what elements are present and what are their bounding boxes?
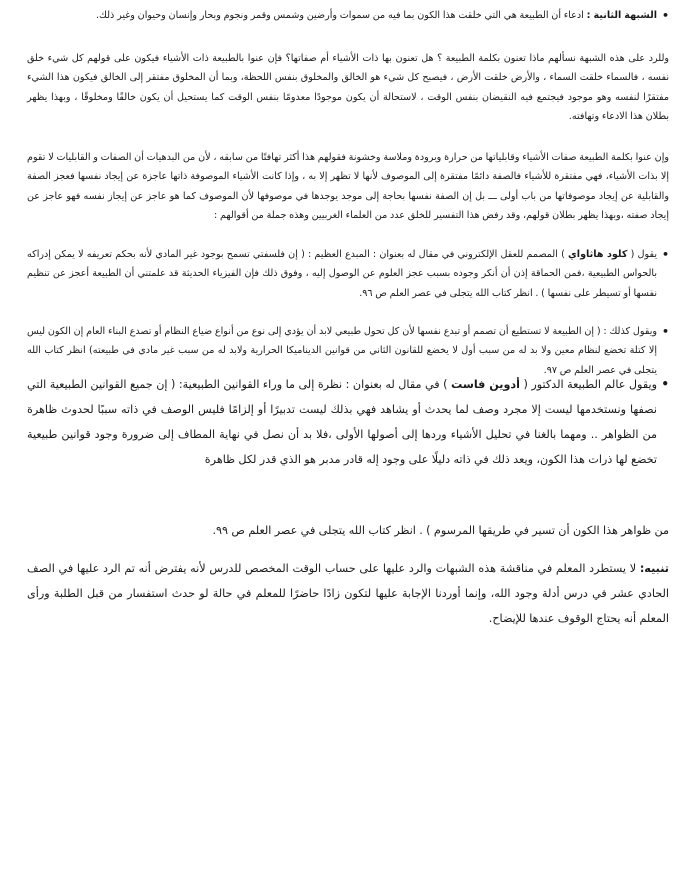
edwin-quote-paragraph (27, 372, 657, 472)
edwin-quote-intro: ويقول عالم الطبيعة الدكتور ( (523, 378, 657, 391)
attributes-block (27, 148, 669, 226)
attributes-paragraph: وإن عنوا بكلمة الطبيعة صفات الأشياء وقابلياتها من حرارة وبرودة وملاسة وخشونة فقولهم هذا أكثر تهافتًا من سابقه ، لأن من البدهيات أن الصفات و القابليات لا تقوم إلا بذات الأشياء، فهي مفتقرة للأشياء فالصفة دائمًا مفتقرة إلى الموصوف لأنها لا تظهر إلا به ، وإذا كانت الأشياء الموصوفة ذاتها عاجزة عن إيجاد نفسها فعجز الصفة والقابلية عن إيجاد موصوفاتها من باب أولى ـــ بل إن الصفة نفسها بحاجة إلى موجد يوجدها في موصوفها لأن الموصوف كما هو عاجز عن إيجاز نفسه فهو عاجز عن إيجاد صفته ،وبهذا يظهر بطلان قولهم، وقد رفض هذا التفسير للخلق عدد من العلماء الغربيين وهذه جملة من أقوالهم : (27, 152, 669, 222)
edwin-continuation-block (27, 518, 669, 543)
shubha-two-block (27, 6, 669, 25)
claude-quote-paragraph (27, 245, 657, 303)
note-label: تنبيه: (639, 562, 669, 575)
edwin-quote-block (27, 372, 669, 472)
claude-quote-name: كلود هاثاواي (568, 249, 628, 260)
rebuttal-paragraph: وللرد على هذه الشبهة نسألهم ماذا تعنون بكلمة الطبيعة ؟ هل تعنون بها ذات الأشياء أم صفاتها؟ فإن عنوا بالطبيعة ذات الأشياء فيكون على قولهم كل شيء خلق نفسه ، فالسماء خلقت السماء ، والأرض خلقت الأرض ، فيصبح كل شيء هو الخالق والمخلوق بنفس اللحظة، وبما أن المخلوق مفتقر إلى الخالق فيكون هذا الشيء مفتقرًا لنفسه وهو موجود فيجتمع فيه النقيضان بنفس الوقت ، لاستحالة أن يكون موجودًا معدومًا بنفس الوقت كما يستحيل أن يكون خالقًا ومخلوقًا ، وبهذا يظهر بطلان هذا الادعاء وتهافته. (27, 53, 669, 123)
edwin-quote-text: ) في مقال له بعنوان : نظرة إلى ما وراء القوانين الطبيعية: ( إن جميع القوانين الطبيعية التي نصفها ونستخدمها ليست إلا مجرد وصف لما يحدث أو يشاهد فهي بذلك ليست تدبيرًا أو إلزامًا فليس الوصف في ذاته سببًا لحدوث ظاهرة من الظواهر .. ومهما بالغنا في تحليل الأشياء وردها إلى أصولها الأولى ،فلا بد أن نصل في نهاية المطاف إلى ضرورة وجود قوانين طبيعية تخضع لها ذرات هذا الكون، ويعد ذلك في ذاته دليلًا على وجود إله قادر مدبر هو الذي قدر لكل ظاهرة (27, 378, 657, 466)
also-quote-paragraph: ويقول كذلك : ( إن الطبيعة لا تستطيع أن تصمم أو تبدع نفسها لأن كل تحول طبيعي لابد أن يؤدي إلى نوع من أنواع ضياع النظام أو تصدع البناء العام إن الكون ليس إلا كتلة تخضع لنظام معين ولا بد له من سبب أول لا يخضع للقانون الثاني من قوانين الديناميكا الحرارية ولابد له من سبب غير مادي في طبيعته) انظر كتاب الله يتجلى في عصر العلم ص ٩٧. (27, 326, 657, 376)
rebuttal-block (27, 49, 669, 127)
shubha-two-heading: الشبهة الثانية : (586, 10, 657, 21)
bullet-icon: • (661, 248, 669, 261)
shubha-two-paragraph (27, 6, 657, 25)
claude-quote-text: ) المصمم للعقل الإلكتروني في مقال له بعنوان : المبدع العظيم : ( إن فلسفتي تسمح بوجود غير المادي لأنه بحكم تعريفه لا يمكن إدراكه بالحواس الطبيعية ،فمن الحماقة إذن أن أنكر وجوده بسبب عجز العلوم عن الوصول إليه ، وفوق ذلك فإن الفيزياء الحديثة قد علمتني أن الطبيعة أعجز عن تنظيم نفسها أو تسيطر على نفسها ) . انظر كتاب الله يتجلى في عصر العلم ص ٩٦. (27, 249, 657, 299)
bullet-item (27, 6, 669, 25)
note-text: لا يستطرد المعلم في مناقشة هذه الشبهات والرد عليها على حساب الوقت المخصص للدرس لأنه يفترض أنه تم الرد عليها في الصف الحادي عشر في درس أدلة وجود الله، وإنما أوردنا الإجابة عليها لتكون زادًا حاضرًا للمعلم في حالة لو حدث استفسار من قبل الطلبة ورأى المعلم أنه يحتاج الوقوف عندها للإيضاح. (27, 562, 669, 625)
bullet-item (27, 245, 669, 303)
claude-quote-intro: يقول ( (630, 249, 657, 260)
claude-quote-block (27, 245, 669, 303)
note-block (27, 556, 669, 631)
bullet-icon: • (661, 325, 669, 338)
edwin-quote-name: أدوين فاست (451, 378, 521, 391)
shubha-two-text: ادعاء أن الطبيعة هي التي خلقت هذا الكون بما فيه من سموات وأرضين وشمس وقمر ونجوم وبحار وإنسان وحيوان وغير ذلك. (96, 10, 584, 21)
bullet-item (27, 372, 669, 472)
note-paragraph (27, 556, 669, 631)
bullet-icon: • (661, 377, 669, 391)
edwin-continuation-line: من ظواهر هذا الكون أن تسير في طريقها المرسوم ) . انظر كتاب الله يتجلى في عصر العلم ص ٩٩. (212, 524, 669, 537)
bullet-icon: • (661, 9, 669, 22)
